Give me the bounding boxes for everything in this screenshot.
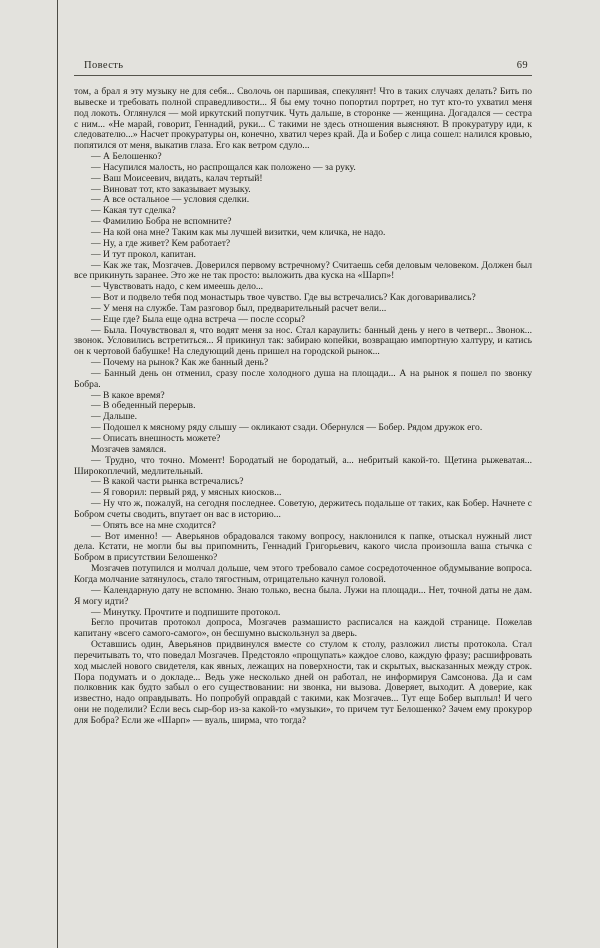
paragraph: — Ну, а где живет? Кем работает?	[91, 237, 231, 249]
paragraph: Бегло прочитав протокол допроса, Мозгачев размашисто расписался на каждой странице. Пожелав капитану «всего самого-самого», он бесшумно выскользнул за дверь.	[74, 617, 532, 640]
paragraph: — Трудно, что точно. Момент! Бородатый не бородатый, а... небритый какой-то. Щетина рыжеватая... Широкоплечий, медлительный.	[74, 454, 532, 477]
paragraph: — Ваш Моисеевич, видать, калач тертый!	[91, 172, 263, 184]
paragraph: — Опять все на мне сходится?	[91, 519, 216, 531]
body-text	[74, 87, 532, 727]
scanned-page	[74, 60, 532, 727]
paragraph: — В обеденный перерыв.	[91, 400, 196, 412]
paragraph: — Вот и подвело тебя под монастырь твое чувство. Где вы встречались? Как договаривались?	[91, 292, 476, 304]
paragraph: — Я говорил: первый ряд, у мясных киосков...	[91, 487, 282, 499]
header-rule	[74, 75, 532, 76]
paragraph: — В какое время?	[91, 389, 165, 401]
paragraph: Оставшись один, Аверьянов придвинулся вместе со стулом к столу, разложил листы протокола. Стал перечитывать то, что поведал Мозгачев. Предстояло «прощупать» каждое слово, каждую фразу; расшифровать ход мыслей нового свидетеля, как явных, лежащих на поверхности, так и скрытых, высказанных между строк. Пора подумать и о докладе... Ведь уже несколько дней он работал, не информируя Самсонова. Да и сам полковник как будто забыл о его существовании: ни звонка, ни вызова. Доверяет, выходит. А доверие, как известно, надо оправдывать. Но попробуй оправдай с такими, как Мозгачев... Тут еще Бобер выплыл! И чего они не поделили? Если весь сыр-бор из-за какой-то «музыки», то причем тут Белошенко? Зачем ему прокурор для Бобра? Если же «Шарп» — вуаль, ширма, что тогда?	[74, 639, 532, 726]
paragraph: — И тут прокол, капитан.	[91, 248, 196, 260]
paragraph: Мозгачев потупился и молчал дольше, чем этого требовало самое сосредоточенное обдумывание вопроса. Когда молчание затянулось, стало тягостным, отрицательно качнул головой.	[74, 563, 532, 585]
paragraph: Мозгачев замялся.	[91, 443, 167, 455]
paragraph: — Была. Почувствовал я, что водят меня за нос. Стал караулить: банный день у него в четверг... Звонок... звонок. Условились встретиться... Я прикинул так: забираю копейки, возвращаю импортную халтуру, и катись он к чертовой бабушке! На следующий день пришел на городской рынок...	[74, 324, 532, 358]
paragraph: — Подошел к мясному ряду слышу — окликают сзади. Обернулся — Бобер. Рядом дружок его.	[91, 422, 483, 434]
page-number: 69	[516, 60, 528, 71]
paragraph: — Ну что ж, пожалуй, на сегодня последнее. Советую, держитесь подальше от таких, как Бобер. Начнете с Бобром счеты сводить, впутает он вас в историю...	[74, 498, 532, 520]
running-title: Повесть	[84, 60, 124, 71]
paragraph: — Чувствовать надо, с кем имеешь дело...	[91, 281, 264, 293]
paragraph: — Фамилию Бобра не вспомните?	[91, 216, 232, 228]
paragraph: — На кой она мне? Таким как мы лучшей визитки, чем кличка, не надо.	[91, 226, 386, 238]
paragraph: — В какой части рынка встречались?	[91, 476, 244, 488]
paragraph: — Как же так, Мозгачев. Доверился первому встречному? Считаешь себя деловым человеком. Должен был все прикинуть заранее. Это же не так просто: выложить два куска на «Шарп»!	[74, 259, 532, 282]
paragraph: том, а брал я эту музыку не для себя... Сволочь он паршивая, спекулянт! Что в таких случаях делать? Бить по вывеске и требовать полной справедливости... Я бы ему точно попортил портрет, но тут кто-то ухватил меня под локоть. Оглянулся — мой иркутский попутчик. Чуть дальше, в сторонке — женщина. Догадался — сестра с ним... «Не марай, говорит, Геннадий, руки... С такими не здесь отношения выясняют. В прокуратуру иди, к следователю...» Насчет прокуратуры он, конечно, хватил через край. Да и Бобер с лица сошел: налился кровью, попятился от меня, выкатив глаза. Его как ветром сдуло...	[74, 86, 532, 152]
paragraph: — Банный день он отменил, сразу после холодного душа на площади... А на рынок я пошел по звонку Бобра.	[74, 367, 532, 390]
paragraph: — А все остальное — условия сделки.	[91, 194, 250, 206]
paragraph: — Описать внешность можете?	[91, 433, 221, 444]
paragraph: — Насупился малость, но распрощался как положено — за руку.	[91, 161, 356, 173]
paragraph: — А Белошенко?	[91, 151, 162, 163]
paragraph: — Виноват тот, кто заказывает музыку.	[91, 183, 251, 195]
paragraph: — Вот именно! — Аверьянов обрадовался такому вопросу, наклонился к папке, отыскал нужный лист дела. Кстати, не могли бы вы припомнить, Геннадий Григорьевич, какого числа произошла ваша стычка с Бобром в присутствии Белошенко?	[74, 530, 532, 564]
paragraph: — Почему на рынок? Как же банный день?	[91, 357, 269, 369]
paragraph: — Минутку. Прочтите и подпишите протокол.	[91, 606, 281, 618]
paragraph: — У меня на службе. Там разговор был, предварительный расчет вели...	[91, 302, 387, 314]
page-left-rule	[57, 0, 58, 948]
paragraph: — Еще где? Была еще одна встреча — после ссоры?	[91, 313, 306, 325]
paragraph: — Календарную дату не вспомню. Знаю только, весна была. Лужи на площади... Нет, точной даты не дам. Я могу идти?	[74, 584, 532, 607]
page-header	[74, 60, 532, 75]
paragraph: — Дальше.	[91, 411, 138, 423]
paragraph: — Какая тут сделка?	[91, 205, 176, 217]
